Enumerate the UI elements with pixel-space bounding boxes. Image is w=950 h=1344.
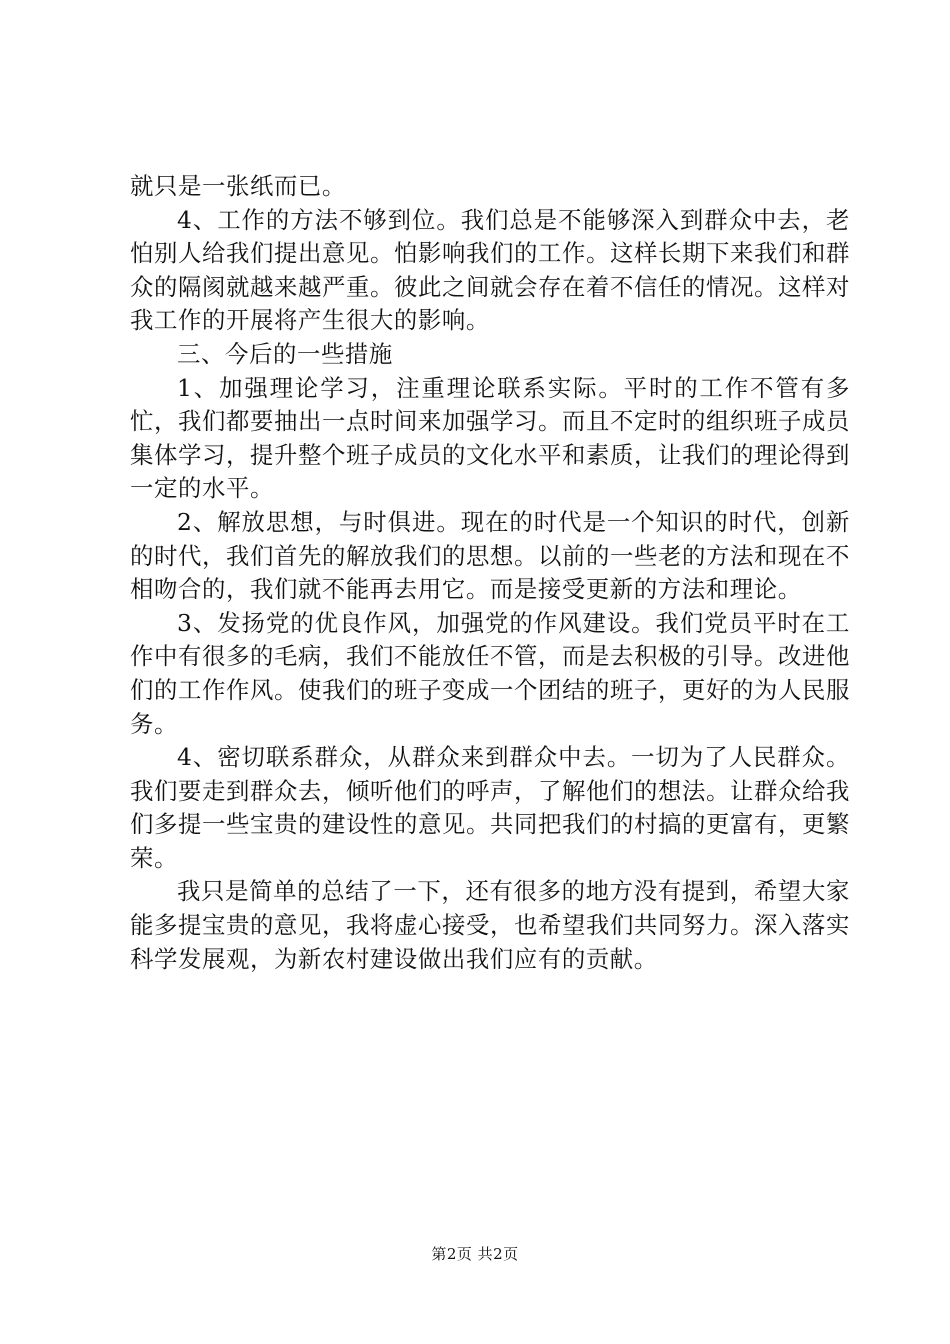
paragraph-7: 我只是简单的总结了一下，还有很多的地方没有提到，希望大家能多提宝贵的意见，我将虚心接受，也希望我们共同努力。深入落实科学发展观，为新农村建设做出我们应有的贡献。 xyxy=(130,877,850,973)
paragraph-5: 3、发扬党的优良作风，加强党的作风建设。我们党员平时在工作中有很多的毛病，我们不能放任不管，而是去积极的引导。改进他们的工作作风。使我们的班子变成一个团结的班子，更好的为人民服务。 xyxy=(130,608,850,738)
document-body xyxy=(130,170,850,976)
paragraph-3: 1、加强理论学习，注重理论联系实际。平时的工作不管有多忙，我们都要抽出一点时间来加强学习。而且不定时的组织班子成员集体学习，提升整个班子成员的文化水平和素质，让我们的理论得到一定的水平。 xyxy=(130,373,850,503)
paragraph-6: 4、密切联系群众，从群众来到群众中去。一切为了人民群众。我们要走到群众去，倾听他们的呼声，了解他们的想法。让群众给我们多提一些宝贵的建设性的意见。共同把我们的村搞的更富有，更繁荣。 xyxy=(130,743,850,872)
paragraph-1: 就只是一张纸而已。 xyxy=(130,172,346,200)
section-heading: 三、今后的一些措施 xyxy=(177,339,393,368)
page-footer: 第2页 共2页 xyxy=(431,1245,519,1263)
paragraph-4: 2、解放思想，与时俱进。现在的时代是一个知识的时代，创新的时代，我们首先的解放我们的思想。以前的一些老的方法和现在不相吻合的，我们就不能再去用它。而是接受更新的方法和理论。 xyxy=(130,507,850,604)
paragraph-2: 4、工作的方法不够到位。我们总是不能够深入到群众中去，老怕别人给我们提出意见。怕影响我们的工作。这样长期下来我们和群众的隔阂就越来越严重。彼此之间就会存在着不信任的情况。这样对我工作的开展将产生很大的影响。 xyxy=(130,205,850,335)
